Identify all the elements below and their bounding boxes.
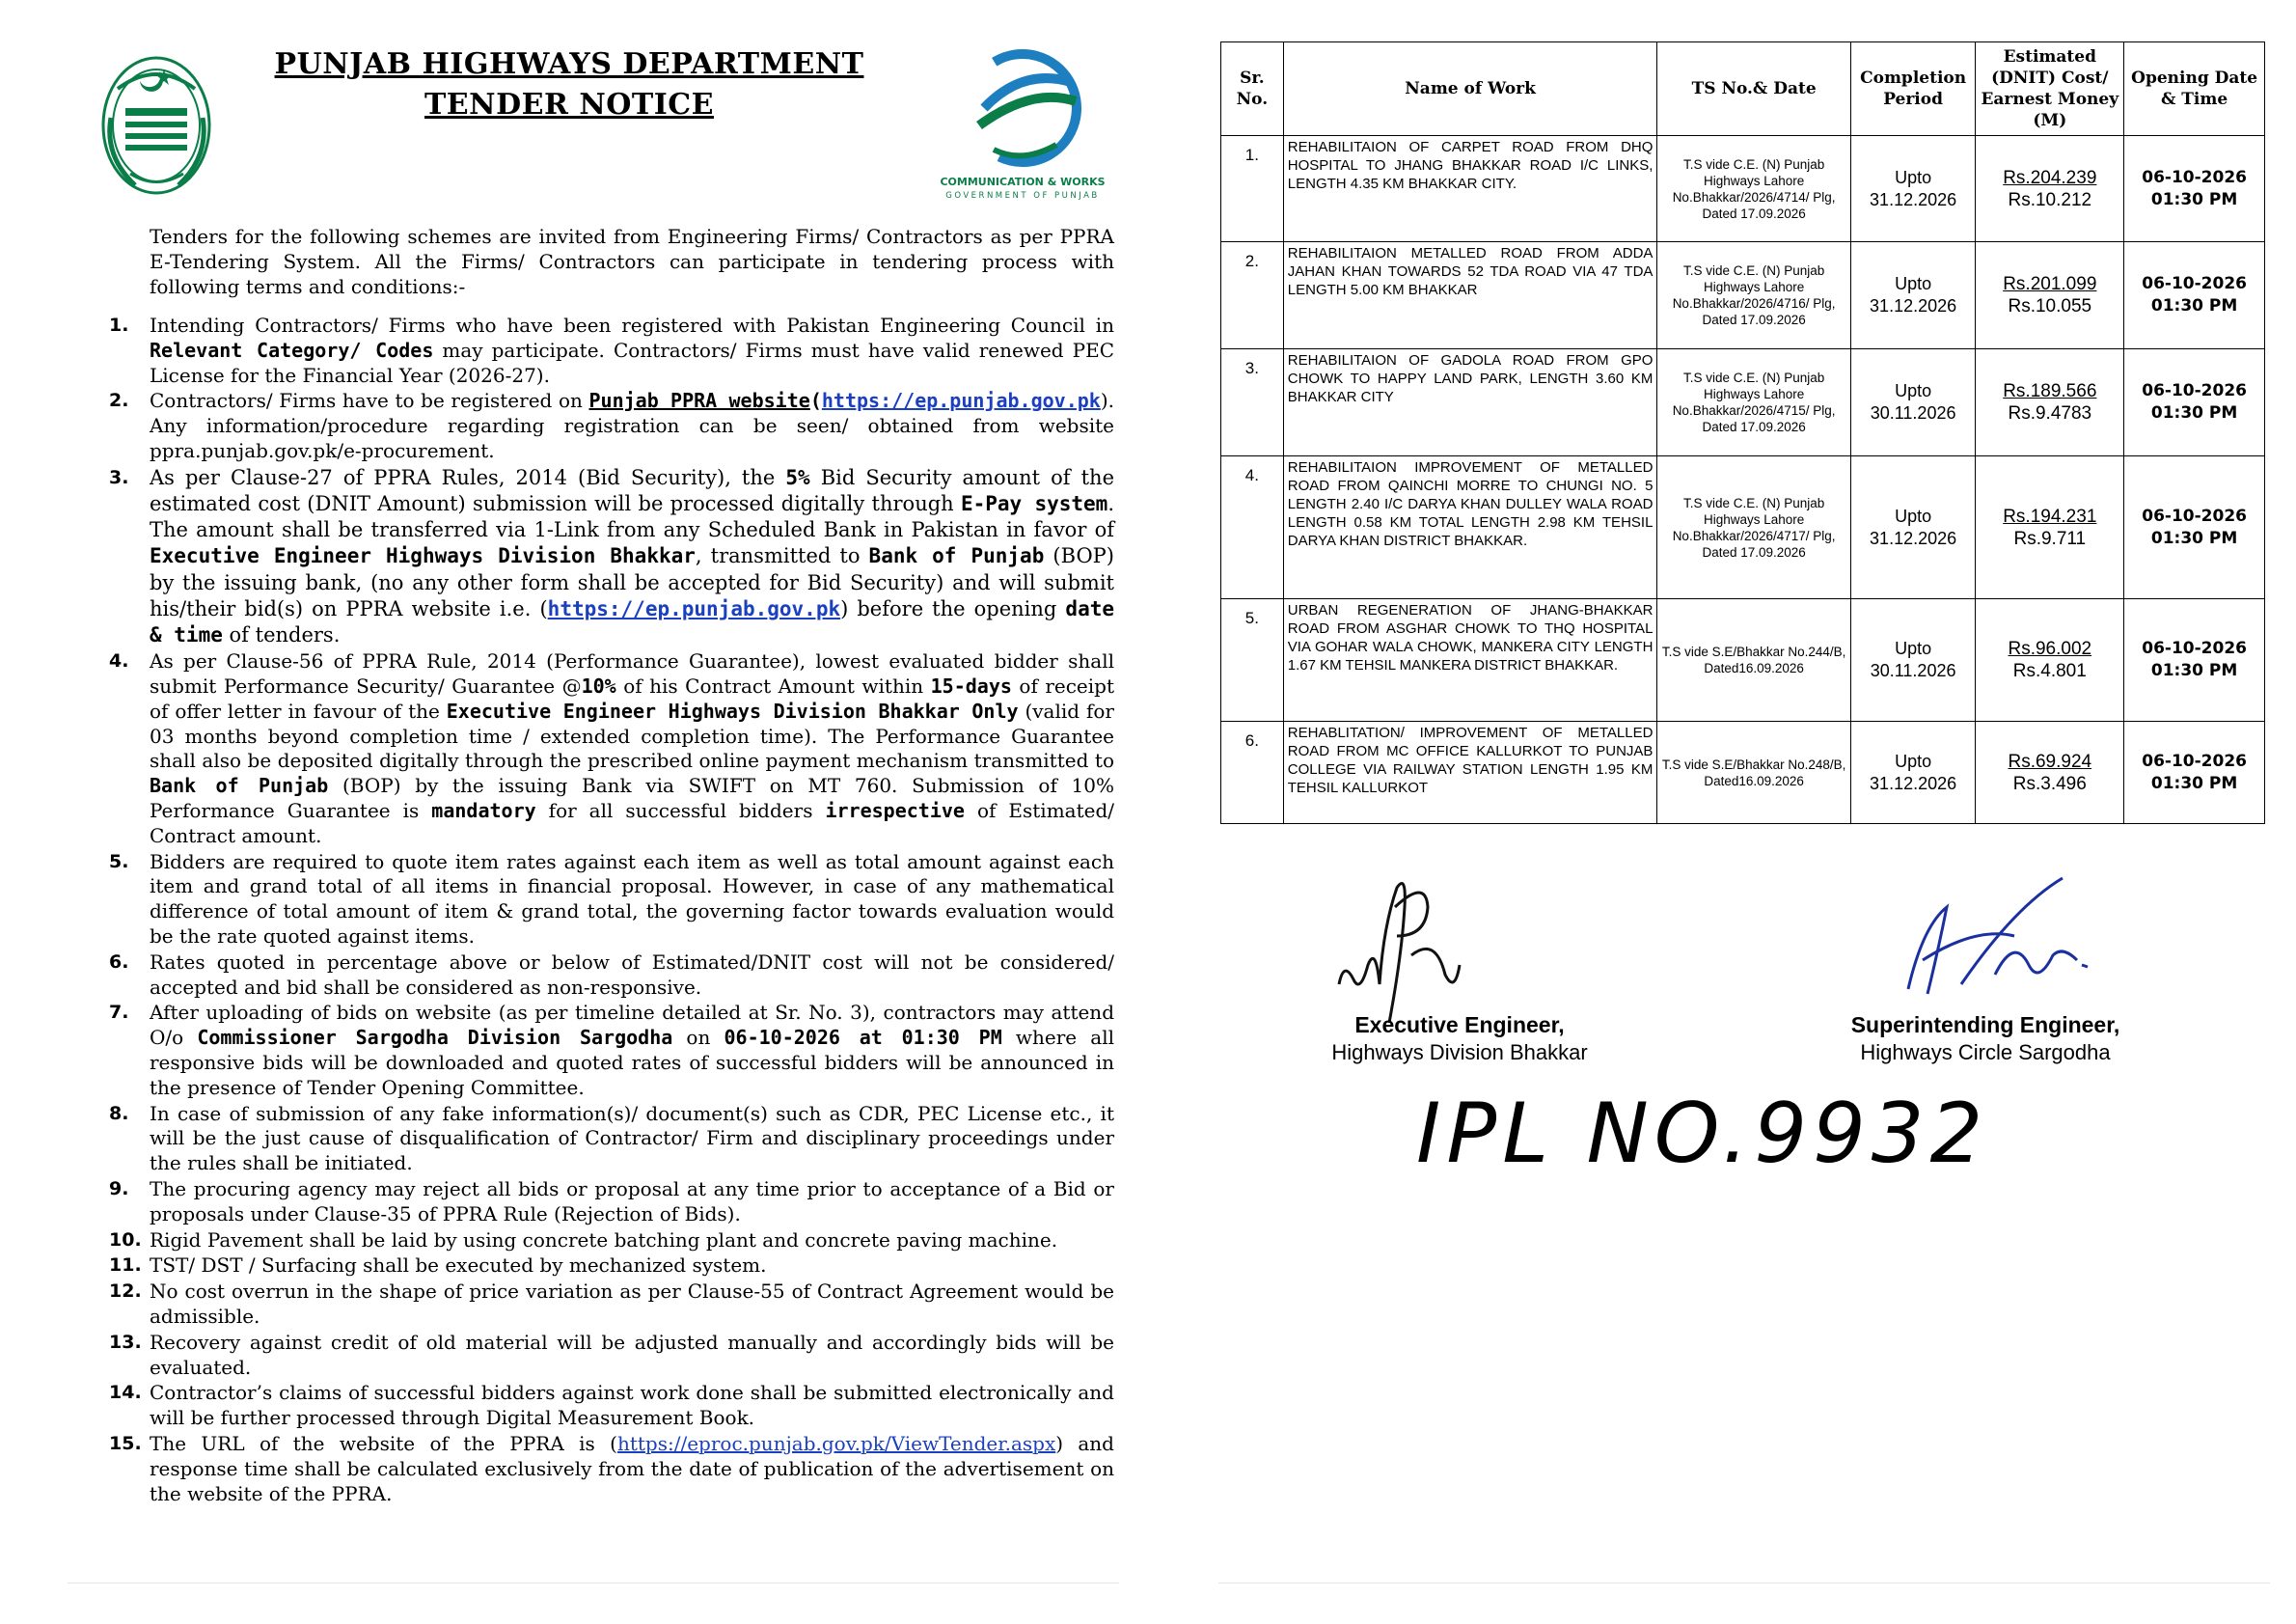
table-header-row bbox=[1221, 42, 2265, 136]
term-text: Intending Contractors/ Firms who have been registered with Pakistan Engineering Council in bbox=[150, 314, 1114, 337]
period-date: 31.12.2026 bbox=[1870, 189, 1957, 209]
earnest-money: Rs.3.496 bbox=[2012, 773, 2087, 794]
work-cell: REHABILITAION OF GADOLA ROAD FROM GPO CHOWK TO HAPPY LAND PARK, LENGTH 3.60 KM BHAKKAR CITY bbox=[1283, 349, 1657, 456]
estimated-cost: Rs.204.239 bbox=[2003, 167, 2097, 188]
term-bold: 5% bbox=[785, 465, 810, 489]
earnest-money: Rs.9.4783 bbox=[2008, 403, 2092, 424]
term-text: on bbox=[672, 1026, 724, 1050]
sr-cell: 6. bbox=[1221, 722, 1284, 824]
ts-cell: T.S vide S.E/Bhakkar No.244/B, Dated16.09.2026 bbox=[1657, 599, 1850, 722]
logo-caption: COMMUNICATION & WORKS bbox=[940, 176, 1106, 188]
term-bold: Commissioner Sargodha Division Sargodha bbox=[197, 1026, 673, 1050]
term-text: where all responsive bids will be downloaded and quoted rates of successful bidders will be announced in the presence of Tender Opening Committee. bbox=[150, 1026, 1114, 1099]
cost-cell bbox=[1976, 136, 2124, 242]
intro-paragraph: Tenders for the following schemes are invited from Engineering Firms/ Contractors as per PPRA E-Tendering System. All the Firms/ Contractors can participate in tendering process with following terms and conditions:- bbox=[150, 225, 1114, 298]
col-header-period: Completion Period bbox=[1850, 42, 1976, 136]
cost-cell bbox=[1976, 456, 2124, 599]
cost-cell bbox=[1976, 242, 2124, 349]
communication-works-logo bbox=[926, 48, 1119, 212]
ts-cell: T.S vide C.E. (N) Punjab Highways Lahore No.Bhakkar/2026/4715/ Plg, Dated 17.09.2026 bbox=[1657, 349, 1850, 456]
work-cell: REHABILITAION OF CARPET ROAD FROM DHQ HOSPITAL TO JHANG BHAKKAR ROAD I/C LINKS, LENGTH 4.35 KM BHAKKAR CITY. bbox=[1283, 136, 1657, 242]
term-text: Contractor’s claims of successful bidders against work done shall be submitted electronically and will be further processed through Digital Measurement Book. bbox=[150, 1381, 1114, 1430]
period-date: 31.12.2026 bbox=[1870, 528, 1957, 548]
opening-date: 06-10-2026 bbox=[2142, 274, 2247, 293]
ts-cell: T.S vide S.E/Bhakkar No.248/B, Dated16.09.2026 bbox=[1657, 722, 1850, 824]
sr-cell: 1. bbox=[1221, 136, 1284, 242]
col-header-sr: Sr. No. bbox=[1221, 42, 1284, 136]
term-text: of his Contract Amount within bbox=[615, 674, 931, 698]
term-item bbox=[109, 465, 1115, 648]
eproc-view-tender-link[interactable]: https://eproc.punjab.gov.pk/ViewTender.aspx bbox=[616, 1431, 1056, 1455]
punjab-government-seal-logo bbox=[96, 50, 217, 205]
sr-cell: 2. bbox=[1221, 242, 1284, 349]
opening-date: 06-10-2026 bbox=[2142, 639, 2247, 658]
term-number: 5. bbox=[109, 850, 129, 872]
term-item bbox=[109, 1176, 1114, 1227]
estimated-cost: Rs.69.924 bbox=[2008, 751, 2092, 772]
term-bold: mandatory bbox=[431, 798, 536, 822]
table-row bbox=[1221, 456, 2265, 599]
ts-cell: T.S vide C.E. (N) Punjab Highways Lahore No.Bhakkar/2026/4717/ Plg, Dated 17.09.2026 bbox=[1657, 456, 1850, 599]
term-number: 9. bbox=[109, 1177, 129, 1199]
cost-cell bbox=[1976, 599, 2124, 722]
period-cell bbox=[1850, 599, 1976, 722]
estimated-cost: Rs.96.002 bbox=[2008, 639, 2092, 659]
terms-list bbox=[109, 314, 1115, 1507]
term-text: ). Any information/procedure regarding registration can be seen/ obtained from website ppra.punjab.gov.pk/e-procurement. bbox=[150, 389, 1115, 462]
designation-title: Executive Engineer, bbox=[1354, 1012, 1565, 1037]
term-text: , transmitted to bbox=[695, 544, 869, 568]
term-text: . The amount shall be transferred via 1-Link from any Scheduled Bank in Pakistan in favor of bbox=[150, 491, 1115, 542]
logo-subcaption: GOVERNMENT OF PUNJAB bbox=[945, 191, 1100, 201]
term-item bbox=[109, 1253, 1114, 1279]
opening-cell bbox=[2124, 456, 2265, 599]
term-text: No cost overrun in the shape of price variation as per Clause-55 of Contract Agreement would be admissible. bbox=[150, 1280, 1114, 1328]
term-item bbox=[109, 389, 1115, 463]
term-item bbox=[109, 1330, 1114, 1381]
term-number: 8. bbox=[109, 1102, 129, 1124]
term-number: 11. bbox=[109, 1254, 142, 1277]
term-text: Recovery against credit of old material will be adjusted manually and accordingly bids will be evaluated. bbox=[150, 1330, 1114, 1379]
term-bold: Punjab PPRA website bbox=[588, 389, 810, 413]
superintending-engineer-designation bbox=[1807, 1011, 2164, 1066]
term-bold: E-Pay system bbox=[960, 491, 1108, 515]
term-number: 12. bbox=[109, 1280, 142, 1303]
ppra-website-link[interactable]: https://ep.punjab.gov.pk bbox=[547, 596, 841, 620]
opening-time: 01:30 PM bbox=[2150, 189, 2238, 209]
term-item bbox=[109, 1431, 1114, 1506]
cost-cell bbox=[1976, 349, 2124, 456]
period-label: Upto bbox=[1895, 506, 1932, 526]
term-bold: Bank of Punjab bbox=[150, 774, 329, 798]
notice-title bbox=[232, 44, 907, 125]
ppra-website-link[interactable]: https://ep.punjab.gov.pk bbox=[821, 389, 1101, 413]
designation-title: Superintending Engineer, bbox=[1850, 1012, 2120, 1037]
sr-cell: 3. bbox=[1221, 349, 1284, 456]
term-text: (BOP) by the issuing bank, (no any other form shall be accepted for Bid Security) and will submit his/their bid(s) on PPRA website i.e. ( bbox=[150, 544, 1114, 620]
term-bold: Bank of Punjab bbox=[868, 544, 1045, 568]
notice-header bbox=[58, 39, 1119, 217]
work-cell: REHABILITAION METALLED ROAD FROM ADDA JAHAN KHAN TOWARDS 52 TDA ROAD VIA 47 TDA LENGTH 5.00 KM BHAKKAR bbox=[1283, 242, 1657, 349]
term-text: After uploading of bids on website (as per timeline detailed at Sr. No. 3), contractors may attend O/o bbox=[150, 1001, 1114, 1050]
term-bold: ( bbox=[809, 389, 822, 413]
table-row bbox=[1221, 599, 2265, 722]
table-row bbox=[1221, 349, 2265, 456]
period-date: 30.11.2026 bbox=[1870, 661, 1956, 680]
earnest-money: Rs.9.711 bbox=[2013, 528, 2087, 549]
works-table bbox=[1220, 41, 2265, 824]
ts-cell: T.S vide C.E. (N) Punjab Highways Lahore No.Bhakkar/2026/4716/ Plg, Dated 17.09.2026 bbox=[1657, 242, 1850, 349]
term-item bbox=[109, 314, 1114, 388]
sr-cell: 4. bbox=[1221, 456, 1284, 599]
table-row bbox=[1221, 722, 2265, 824]
term-item bbox=[109, 649, 1115, 848]
term-number: 7. bbox=[109, 1002, 129, 1024]
period-date: 30.11.2026 bbox=[1870, 403, 1956, 423]
opening-date: 06-10-2026 bbox=[2142, 167, 2247, 187]
term-bold: 10% bbox=[581, 674, 616, 698]
period-label: Upto bbox=[1895, 167, 1932, 187]
term-number: 15. bbox=[109, 1432, 142, 1454]
period-date: 31.12.2026 bbox=[1870, 773, 1957, 793]
tender-notice-heading: TENDER NOTICE bbox=[424, 88, 715, 122]
table-row bbox=[1221, 136, 2265, 242]
term-item bbox=[109, 1101, 1114, 1176]
col-header-cost: Estimated (DNIT) Cost/ Earnest Money (M) bbox=[1976, 42, 2124, 136]
term-text: may participate. Contractors/ Firms must have valid renewed PEC License for the Financial Year (2026-27). bbox=[150, 338, 1114, 387]
term-number: 13. bbox=[109, 1331, 142, 1353]
term-number: 2. bbox=[109, 390, 129, 412]
term-text: of Estimated/ Contract amount. bbox=[150, 798, 1114, 847]
term-text: Contractors/ Firms have to be registered on bbox=[150, 389, 589, 413]
term-number: 6. bbox=[109, 950, 129, 973]
table-row bbox=[1221, 242, 2265, 349]
term-bold: date & time bbox=[150, 596, 1114, 647]
designation-office: Highways Division Bhakkar bbox=[1331, 1040, 1588, 1064]
earnest-money: Rs.4.801 bbox=[2012, 661, 2087, 681]
period-label: Upto bbox=[1895, 381, 1932, 400]
period-label: Upto bbox=[1895, 751, 1932, 771]
designation-office: Highways Circle Sargodha bbox=[1860, 1040, 2111, 1064]
term-text: TST/ DST / Surfacing shall be executed by mechanized system. bbox=[150, 1253, 767, 1278]
term-text: ) before the opening bbox=[840, 596, 1066, 620]
term-bold: Executive Engineer Highways Division Bhakkar Only bbox=[446, 699, 1019, 723]
term-number: 10. bbox=[109, 1228, 142, 1251]
term-text: (valid for 03 months beyond completion time / extended completion time). The Performance Guarantee shall also be deposited digitally through the prescribed online payment mechanism transmitted to bbox=[150, 699, 1114, 773]
opening-time: 01:30 PM bbox=[2150, 773, 2238, 793]
term-item bbox=[109, 1001, 1114, 1100]
opening-cell bbox=[2124, 722, 2265, 824]
earnest-money: Rs.10.055 bbox=[2008, 296, 2092, 317]
term-item bbox=[109, 1381, 1114, 1431]
work-cell: URBAN REGENERATION OF JHANG-BHAKKAR ROAD FROM ASGHAR CHOWK TO THQ HOSPITAL VIA GOHAR WALA CHOWK, MANKERA CITY LENGTH 1.67 KM TEHSIL MANKERA DISTRICT BHAKKAR. bbox=[1283, 599, 1657, 722]
term-bold: 06-10-2026 at 01:30 PM bbox=[724, 1026, 1002, 1050]
term-text: Bid Security amount of the estimated cost (DNIT Amount) submission will be processed digitally through bbox=[150, 465, 1115, 515]
term-item bbox=[109, 1280, 1114, 1330]
communication-works-emblem-icon bbox=[926, 48, 1119, 176]
term-text: of receipt of offer letter in favour of the bbox=[150, 674, 1115, 723]
term-item bbox=[109, 950, 1114, 1001]
term-item bbox=[109, 849, 1114, 950]
term-text: The procuring agency may reject all bids or proposal at any time prior to acceptance of a Bid or proposals under Clause-35 of PPRA Rule (Rejection of Bids). bbox=[150, 1176, 1114, 1225]
term-text: for all successful bidders bbox=[535, 798, 826, 822]
period-cell bbox=[1850, 349, 1976, 456]
opening-cell bbox=[2124, 242, 2265, 349]
col-header-work: Name of Work bbox=[1283, 42, 1657, 136]
opening-cell bbox=[2124, 349, 2265, 456]
period-label: Upto bbox=[1895, 274, 1932, 293]
department-name: PUNJAB HIGHWAYS DEPARTMENT bbox=[274, 47, 864, 81]
period-cell bbox=[1850, 242, 1976, 349]
tender-notice-right bbox=[1218, 39, 2270, 1583]
term-text: Rates quoted in percentage above or below of Estimated/DNIT cost will not be considered/ accepted and bid shall be considered as non-responsive. bbox=[150, 950, 1114, 999]
executive-engineer-designation bbox=[1315, 1011, 1604, 1066]
term-text: As per Clause-56 of PPRA Rule, 2014 (Performance Guarantee), lowest evaluated bidder shall submit Performance Security/ Guarantee @ bbox=[150, 649, 1114, 698]
term-text: The URL of the website of the PPRA is ( bbox=[150, 1431, 617, 1455]
period-cell bbox=[1850, 456, 1976, 599]
term-text: In case of submission of any fake information(s)/ document(s) such as CDR, PEC License etc., it will be the just cause of disqualification of Contractor/ Firm and disciplinary proceedings under the rules shall be initiated. bbox=[150, 1101, 1114, 1175]
ipl-number: IPL NO.9932 bbox=[1416, 1086, 1989, 1182]
term-number: 3. bbox=[109, 466, 129, 488]
opening-time: 01:30 PM bbox=[2150, 296, 2238, 316]
term-bold: irrespective bbox=[825, 798, 965, 822]
term-bold: Relevant Category/ Codes bbox=[150, 338, 434, 362]
term-number: 14. bbox=[109, 1382, 142, 1404]
opening-date: 06-10-2026 bbox=[2142, 506, 2247, 526]
period-cell bbox=[1850, 136, 1976, 242]
term-text: ) and response time shall be calculated exclusively from the date of publication of the advertisement on the website of the PPRA. bbox=[150, 1431, 1114, 1505]
tender-notice-left bbox=[58, 39, 1119, 1583]
executive-engineer-signature bbox=[1320, 868, 1561, 1032]
estimated-cost: Rs.189.566 bbox=[2003, 381, 2097, 401]
opening-time: 01:30 PM bbox=[2150, 661, 2238, 680]
ts-cell: T.S vide C.E. (N) Punjab Highways Lahore No.Bhakkar/2026/4714/ Plg, Dated 17.09.2026 bbox=[1657, 136, 1850, 242]
term-number: 1. bbox=[109, 315, 129, 336]
term-text: (BOP) by the issuing Bank via SWIFT on MT 760. Submission of 10% Performance Guarantee is bbox=[150, 774, 1114, 822]
term-text: of tenders. bbox=[222, 623, 341, 647]
term-text: Rigid Pavement shall be laid by using concrete batching plant and concrete paving machine. bbox=[150, 1227, 1058, 1252]
term-item bbox=[109, 1227, 1114, 1253]
opening-cell bbox=[2124, 599, 2265, 722]
sr-cell: 5. bbox=[1221, 599, 1284, 722]
col-header-ts: TS No.& Date bbox=[1657, 42, 1850, 136]
opening-time: 01:30 PM bbox=[2150, 403, 2238, 423]
term-bold: 15-days bbox=[930, 674, 1012, 698]
earnest-money: Rs.10.212 bbox=[2008, 189, 2092, 210]
period-label: Upto bbox=[1895, 639, 1932, 658]
work-cell: REHABILITAION IMPROVEMENT OF METALLED ROAD FROM QAINCHI MORRE TO CHUNGI NO. 5 LENGTH 2.40 I/C DARYA KHAN DULLEY WALA ROAD LENGTH 0.58 KM TOTAL LENGTH 2.98 KM TEHSIL DARYA KHAN DISTRICT BHAKKAR. bbox=[1283, 456, 1657, 599]
opening-time: 01:30 PM bbox=[2150, 528, 2238, 548]
col-header-opening: Opening Date & Time bbox=[2124, 42, 2265, 136]
opening-cell bbox=[2124, 136, 2265, 242]
opening-date: 06-10-2026 bbox=[2142, 381, 2247, 400]
work-cell: REHABLITATION/ IMPROVEMENT OF METALLED ROAD FROM MC OFFICE KALLURKOT TO PUNJAB COLLEGE VIA RAILWAY STATION LENGTH 1.95 KM TEHSIL KALLURKOT bbox=[1283, 722, 1657, 824]
term-text: Bidders are required to quote item rates against each item as well as total amount against each item and grand total of all items in financial proposal. However, in case of any mathematical difference of total amount of item & grand total, the governing factor towards evaluation would be the rate quoted against items. bbox=[150, 849, 1114, 948]
superintending-engineer-signature bbox=[1870, 868, 2111, 1013]
term-bold: Executive Engineer Highways Division Bhakkar bbox=[150, 544, 696, 568]
cost-cell bbox=[1976, 722, 2124, 824]
estimated-cost: Rs.194.231 bbox=[2003, 506, 2097, 527]
period-cell bbox=[1850, 722, 1976, 824]
period-date: 31.12.2026 bbox=[1870, 296, 1957, 316]
opening-date: 06-10-2026 bbox=[2142, 751, 2247, 771]
estimated-cost: Rs.201.099 bbox=[2003, 274, 2097, 294]
term-text: As per Clause-27 of PPRA Rules, 2014 (Bid Security), the bbox=[150, 465, 786, 489]
term-number: 4. bbox=[109, 650, 129, 673]
